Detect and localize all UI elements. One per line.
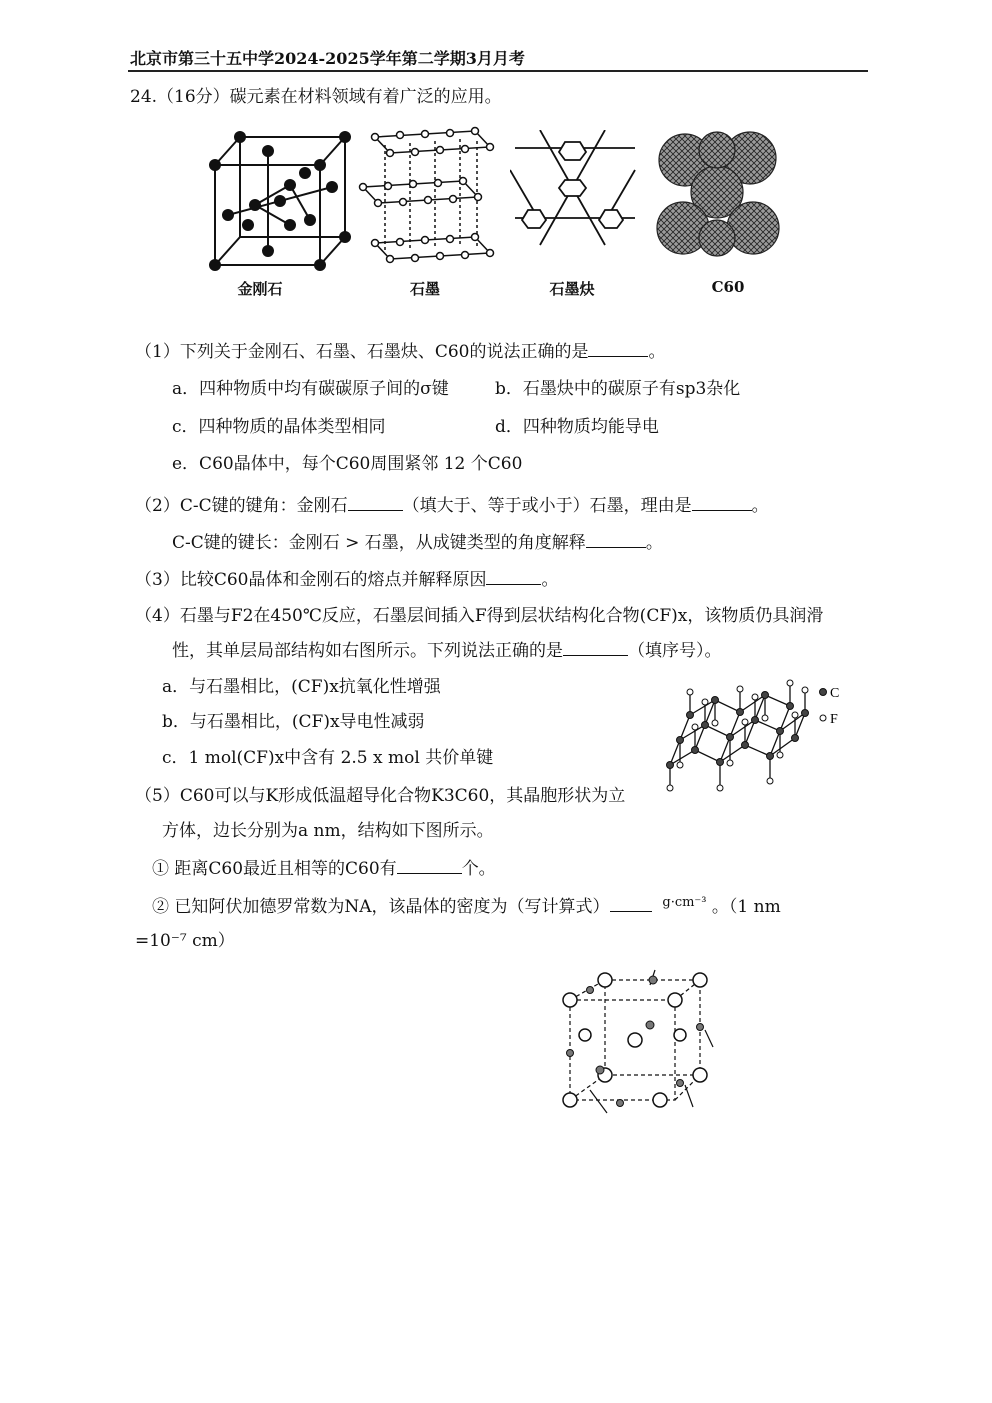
p1-option-b: b．石墨炔中的碳原子有sp3杂化 (495, 379, 741, 399)
legend-fluorine-icon (820, 715, 826, 721)
graphyne-structure-figure (510, 130, 640, 250)
p3-blank[interactable] (486, 568, 541, 585)
p4-option-b: b．与石墨相比，(CF)x导电性减弱 (162, 712, 425, 732)
p4-line2 (172, 639, 722, 662)
caption-graphyne: 石墨炔 (549, 280, 595, 298)
p5-q1-blank[interactable] (397, 857, 462, 874)
p3-line: （3）比较C60晶体和金刚石的熔点并解释原因 。 (135, 570, 559, 590)
p5-q1-end: 个。 (461, 859, 496, 879)
p2-line1: （2）C-C键的键角：金刚石 （填大于、等于或小于）石墨，理由是 。 (135, 496, 769, 516)
p2-blank-length[interactable] (586, 531, 646, 548)
p4-option-c: c．1 mol(CF)x中含有 2.5 x mol 共价单键 (162, 748, 494, 768)
p5-q2-note: =10⁻⁷ cm） (135, 931, 235, 951)
p5-line1: （5）C60可以与K形成低温超导化合物K3C60，其晶胞形状为立 (135, 786, 626, 806)
p3-text: （3）比较C60晶体和金刚石的熔点并解释原因 (135, 570, 487, 590)
p5-q2-blank[interactable] (610, 895, 652, 912)
p2-line1-b: （填大于、等于或小于）石墨，理由是 (402, 496, 692, 516)
p2-line2-text: C-C键的键长：金刚石 > 石墨，从成键类型的角度解释 (172, 533, 586, 553)
p4-line2-b: （填序号）。 (628, 641, 722, 661)
p2-line2: C-C键的键长：金刚石 > 石墨，从成键类型的角度解释 。 (172, 533, 663, 553)
caption-diamond: 金刚石 (237, 280, 283, 298)
p1-stem-text: （1）下列关于金刚石、石墨、石墨炔、C60的说法正确的是 (135, 342, 589, 362)
legend-carbon-icon (820, 689, 827, 696)
p1-answer-blank[interactable] (588, 340, 648, 357)
legend-c-label: C (830, 686, 840, 701)
caption-graphite: 石墨 (409, 280, 440, 298)
p1-option-a: a．四种物质中均有碳碳原子间的σ键 (172, 379, 449, 399)
p5-q2-unit: g·cm⁻³ (662, 895, 707, 910)
p4-option-a: a．与石墨相比，(CF)x抗氧化性增强 (162, 677, 441, 697)
p4-blank[interactable] (563, 639, 628, 656)
p4-line1: （4）石墨与F2在450℃反应，石墨层间插入F得到层状结构化合物(CF)x，该物质仍具润滑 (135, 606, 824, 626)
p2-blank-reason[interactable] (692, 494, 752, 511)
k3c60-unit-cell-figure (555, 965, 730, 1125)
p5-q2-text: ② 已知阿伏加德罗常数为NA，该晶体的密度为（写计算式） (152, 897, 610, 917)
p1-stem: （1）下列关于金刚石、石墨、石墨炔、C60的说法正确的是 。 (135, 342, 666, 362)
p5-q2-end: 。（1 nm (711, 897, 781, 917)
graphite-structure-figure (355, 125, 495, 270)
p1-option-c: c．四种物质的晶体类型相同 (172, 417, 386, 437)
c60-crystal-figure (655, 130, 785, 260)
page-header: 北京市第三十五中学2024-2025学年第二学期3月月考 (130, 49, 525, 68)
p5-q1 (152, 857, 496, 880)
p2-line1-a: （2）C-C键的键角：金刚石 (135, 496, 348, 516)
p5-line2: 方体，边长分别为a nm，结构如下图所示。 (162, 821, 494, 841)
p5-q1-text: ① 距离C60最近且相等的C60有 (152, 859, 397, 879)
p2-blank-angle[interactable] (348, 494, 403, 511)
p1-option-d: d．四种物质均能导电 (495, 417, 659, 437)
legend-f-label: F (830, 712, 838, 727)
p4-line2-a: 性，其单层局部结构如右图所示。下列说法正确的是 (172, 641, 563, 661)
caption-c60: C60 (711, 278, 745, 296)
p1-option-e: e．C60晶体中，每个C60周围紧邻 12 个C60 (172, 454, 523, 474)
p5-q2 (152, 892, 781, 918)
cf-layer-structure-figure (650, 670, 840, 810)
question-title: 24.（16分）碳元素在材料领域有着广泛的应用。 (130, 87, 502, 107)
header-rule (128, 70, 868, 72)
diamond-structure-figure (200, 125, 360, 275)
